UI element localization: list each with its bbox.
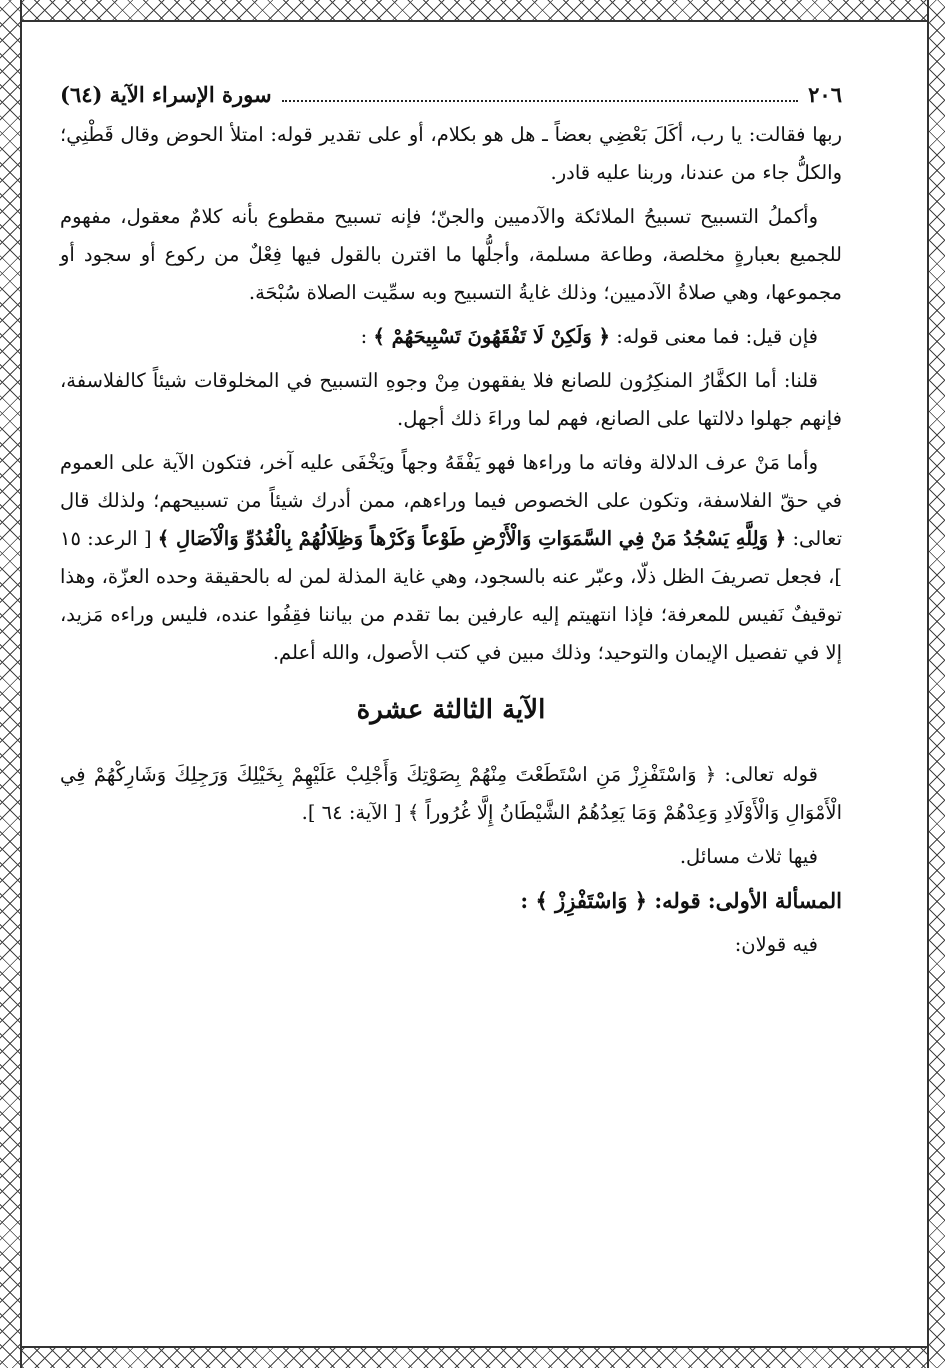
decorative-border-left [0,0,22,1368]
page-content [60,76,842,970]
issue-heading [60,882,842,920]
issue-label: المسألة الأولى: قوله: [654,888,842,913]
paragraph: فيه قولان: [734,933,818,956]
verse-reference: [ الآية: ٦٤ ]. [301,801,402,824]
paragraph: فيها ثلاث مسائل. [679,845,818,868]
paragraph: ربها فقالت: يا رب، أكَلَ بَعْضِي بعضاً ـ هل هو بكلام، أو على تقدير قوله: امتلأ الحوض وقال قَطْنِي؛ والكلُّ جاء من عندنا، وربنا عليه قادر. [60,123,842,184]
paragraph [60,318,842,356]
decorative-border-top [0,0,945,22]
quran-verse: ﴿ وَاسْتَفْزِزْ مَنِ اسْتَطَعْتَ مِنْهُمْ بِصَوْتِكَ وَأَجْلِبْ عَلَيْهِمْ بِخَيْلِكَ وَرَجِلِكَ وَشَارِكْهُمْ فِي الْأَمْوَالِ وَالْأَوْلَادِ وَعِدْهُمْ وَمَا يَعِدُهُمُ الشَّيْطَانُ إِلَّا غُرُوراً ﴾ [60,763,842,824]
paragraph [60,756,842,832]
punctuation: : [520,888,529,913]
header-title: سورة الإسراء الآية (٦٤) [60,82,272,107]
paragraph: قلنا: أما الكفَّارُ المنكِرُون للصانع فلا يفقهون مِنْ وجوهِ التسبيح في المخلوقات شيئاً كالفلاسفة، فإنهم جهلوا دلالتها على الصانع، فهم لما وراءَ ذلك أجهل. [60,369,842,430]
decorative-border-right [927,0,945,1368]
question-lead: فإن قيل: فما معنى قوله: [616,325,818,348]
paragraph-text: وأما مَنْ عرف الدلالة وفاته ما وراءها فهو يَفْقَهُ وجهاً ويَخْفَى عليه آخر، فتكون الآية على العموم في حقّ الفلاسفة، وتكون على الخصوص فيما وراءهم، ممن أدرك شيئاً من تسبيحهم؛ ولذلك قال تعالى: [60,451,842,550]
paragraph: وأكملُ التسبيح تسبيحُ الملائكة والآدميين والجنّ؛ فإنه تسبيح مقطوع بأنه كلامٌ معقول، مفهوم للجميع بعبارةٍ مخلصة، وطاعة مسلمة، وأجلُّها ما اقترن بالقول فيها فِعْلٌ من ركوع أو سجود أو مجموعها، وهي صلاةُ الآدميين؛ وذلك غايةُ التسبيح وبه سمِّيت الصلاة سُبْحَة. [60,205,842,304]
verse-lead: قوله تعالى: [724,763,818,786]
page-number: ٢٠٦ [808,82,842,107]
punctuation: : [360,325,368,348]
paragraph [60,444,842,672]
quran-verse: ﴿ وَلِلَّهِ يَسْجُدُ مَنْ فِي السَّمَوَاتِ وَالْأَرْضِ طَوْعاً وَكَرْهاً وَظِلَالُهُمْ بِالْغُدُوِّ وَالْآصَالِ ﴾ [157,527,787,550]
paragraph-text: [ الرعد: ١٥ ]، فجعل تصريفَ الظل ذلّا، وعبّر عنه بالسجود، وهي غاية المذلة لمن له بالحقيقة وحده العزّة، وهذا توقيفٌ نَفيس للمعرفة؛ فإذا انتهيتم إليه عارفين بما تقدم من بياننا فقِفُوا عنده، فليس وراءه مَزيد، إلا في تفصيل الإيمان والتوحيد؛ وذلك مبين في كتب الأصول، والله أعلم. [60,527,842,664]
running-header [60,76,842,116]
quran-verse: ﴿ وَاسْتَفْزِزْ ﴾ [535,888,647,913]
quran-verse: ﴿ وَلَكِنْ لَا تَفْقَهُونَ تَسْبِيحَهُمْ ﴾ [373,325,610,348]
decorative-border-bottom [0,1346,945,1368]
section-title: الآية الثالثة عشرة [356,695,546,725]
header-dot-leader [282,100,799,102]
